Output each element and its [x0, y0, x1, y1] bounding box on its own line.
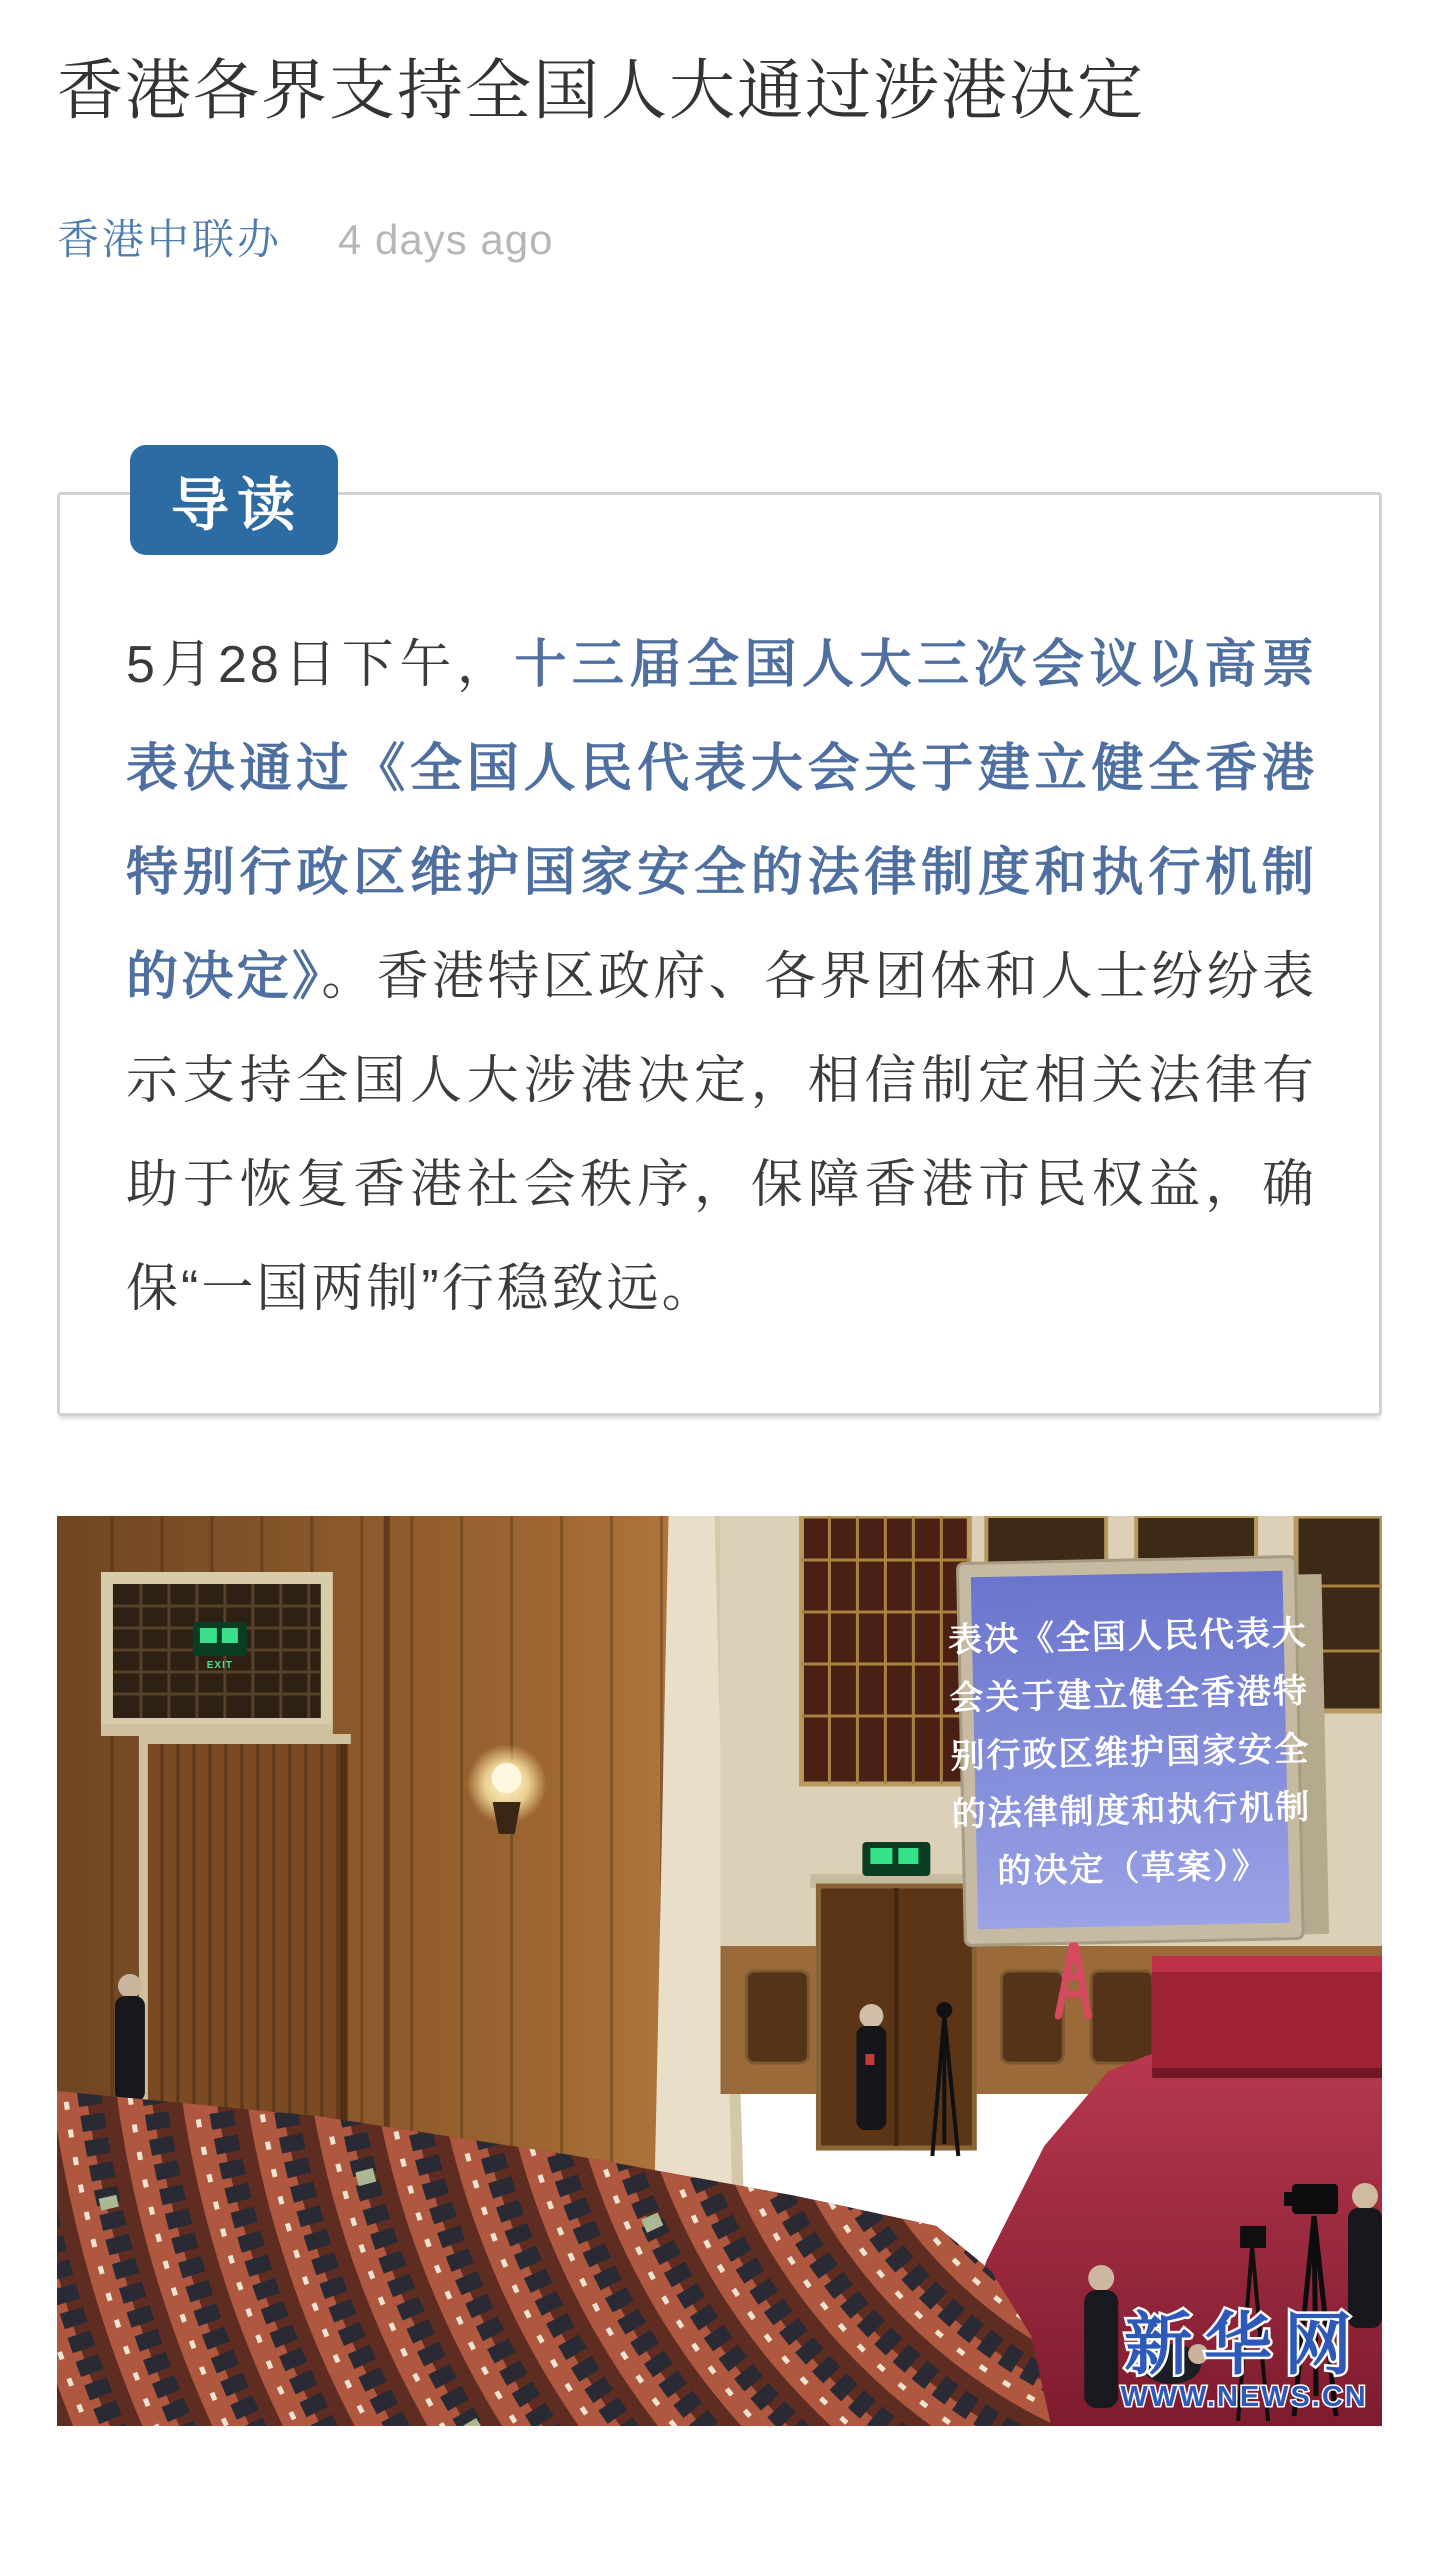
lattice-window [801, 1516, 969, 1784]
exit-sign-left-label: EXIT [206, 1660, 233, 1672]
digest-tab-label: 导读 [130, 445, 338, 555]
left-door [139, 1734, 351, 2164]
digest-box [57, 473, 1382, 1416]
digest-rest-text: 。香港特区政府、各界团体和人士纷纷表示支持全国人大涉港决定，相信制定相关法律有助于恢复香港社会秩序，保障香港市民权益，确保“一国两制”行稳致远。 [126, 948, 1317, 1319]
stage-table [1152, 1956, 1382, 2078]
digest-inline-link[interactable]: 十三届全国人大三次会议以高票表决通过《全国人民代表大会关于建立健全香港特别行政区维护国家安全的法律制度和执行机制的决定》 [126, 636, 1317, 1007]
vote-screen [947, 1556, 1330, 1946]
screen-line-3: 别行政区维护国家安全 [950, 1730, 1311, 1777]
byline [57, 212, 1382, 268]
digest-lead-text: 5月28日下午， [126, 636, 515, 695]
watermark-name: 新华网 [1124, 2307, 1365, 2384]
watermark-url: WWW.NEWS.CN [1120, 2381, 1368, 2414]
center-door [810, 1874, 982, 2148]
screen-line-5: 的决定（草案）》 [997, 1847, 1269, 1892]
exit-sign-icon-center [862, 1842, 930, 1876]
digest-paragraph [126, 613, 1317, 1341]
article-title: 香港各界支持全国人大通过涉港决定 [57, 53, 1145, 127]
article-photo[interactable] [57, 1516, 1382, 2426]
photo-illustration [57, 1516, 1382, 2426]
xinhua-watermark [1121, 2307, 1368, 2413]
published-time: 4 days ago [338, 216, 554, 264]
screen-line-2: 会关于建立健全香港特 [948, 1672, 1310, 1719]
screen-line-1: 表决《全国人民代表大 [947, 1614, 1309, 1661]
screen-line-4: 的法律制度和执行机制 [951, 1788, 1312, 1835]
source-link[interactable]: 香港中联办 [57, 216, 283, 264]
lattice-vent [101, 1572, 333, 1736]
